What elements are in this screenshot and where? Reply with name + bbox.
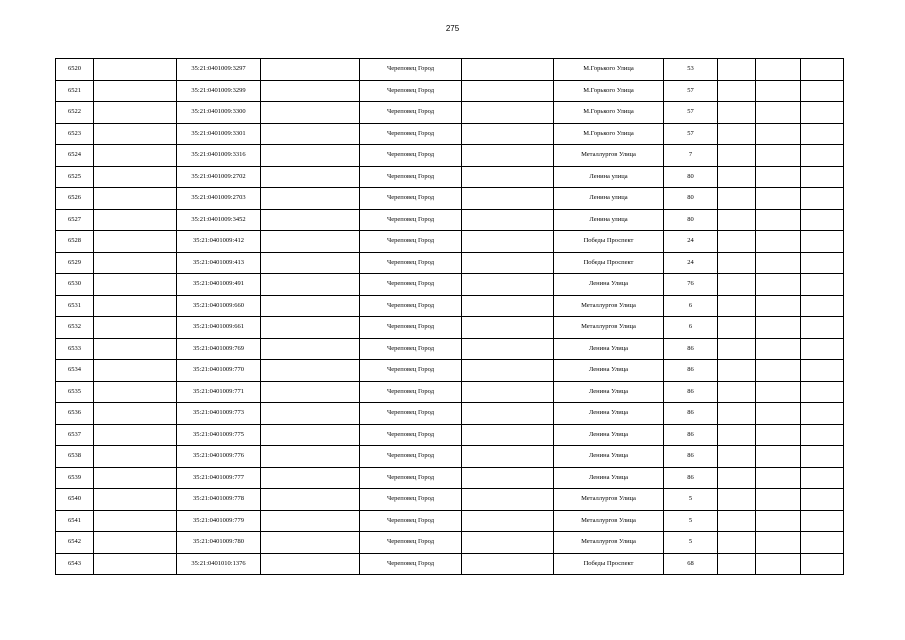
city-cell: Череповец Город [360,145,462,167]
cadastral-number-cell: 35:21:0401009:775 [177,424,261,446]
cadastral-number-cell: 35:21:0401009:491 [177,274,261,296]
street-cell: М.Горького Улица [554,80,664,102]
city-cell: Череповец Город [360,231,462,253]
empty-cell [94,231,177,253]
empty-cell [261,467,360,489]
house-number-cell: 24 [664,231,718,253]
street-cell: Металлургов Улица [554,489,664,511]
empty-cell [718,510,756,532]
city-cell: Череповец Город [360,338,462,360]
house-number-cell: 86 [664,424,718,446]
cadastral-number-cell: 35:21:0401009:3297 [177,59,261,81]
empty-cell [94,252,177,274]
empty-cell [261,59,360,81]
row-number-cell: 6530 [56,274,94,296]
row-number-cell: 6538 [56,446,94,468]
table-row [56,403,844,425]
empty-cell [261,553,360,575]
city-cell: Череповец Город [360,166,462,188]
table-row [56,338,844,360]
empty-cell [718,123,756,145]
house-number-cell: 53 [664,59,718,81]
cadastral-number-cell: 35:21:0401009:3301 [177,123,261,145]
cadastral-number-cell: 35:21:0401009:3299 [177,80,261,102]
empty-cell [718,532,756,554]
table-row [56,295,844,317]
house-number-cell: 6 [664,295,718,317]
street-cell: Ленина Улица [554,467,664,489]
registry-table-body [56,59,844,575]
house-number-cell: 57 [664,102,718,124]
empty-cell [462,145,554,167]
empty-cell [462,209,554,231]
empty-cell [801,188,844,210]
empty-cell [261,145,360,167]
cadastral-number-cell: 35:21:0401010:1376 [177,553,261,575]
row-number-cell: 6533 [56,338,94,360]
cadastral-number-cell: 35:21:0401009:2703 [177,188,261,210]
empty-cell [94,59,177,81]
city-cell: Череповец Город [360,295,462,317]
empty-cell [801,252,844,274]
table-row [56,252,844,274]
empty-cell [462,252,554,274]
house-number-cell: 24 [664,252,718,274]
table-row [56,123,844,145]
empty-cell [718,360,756,382]
empty-cell [462,360,554,382]
empty-cell [801,123,844,145]
table-row [56,209,844,231]
city-cell: Череповец Город [360,532,462,554]
row-number-cell: 6541 [56,510,94,532]
empty-cell [801,145,844,167]
empty-cell [801,80,844,102]
row-number-cell: 6532 [56,317,94,339]
table-row [56,360,844,382]
table-row [56,188,844,210]
empty-cell [756,102,801,124]
empty-cell [94,145,177,167]
row-number-cell: 6537 [56,424,94,446]
table-row [56,102,844,124]
empty-cell [261,123,360,145]
empty-cell [718,317,756,339]
table-row [56,510,844,532]
empty-cell [94,553,177,575]
empty-cell [261,532,360,554]
empty-cell [756,166,801,188]
empty-cell [261,403,360,425]
empty-cell [756,489,801,511]
empty-cell [462,59,554,81]
empty-cell [462,338,554,360]
empty-cell [801,424,844,446]
house-number-cell: 7 [664,145,718,167]
row-number-cell: 6528 [56,231,94,253]
city-cell: Череповец Город [360,381,462,403]
empty-cell [756,424,801,446]
house-number-cell: 5 [664,489,718,511]
empty-cell [261,295,360,317]
city-cell: Череповец Город [360,59,462,81]
row-number-cell: 6535 [56,381,94,403]
house-number-cell: 86 [664,338,718,360]
empty-cell [462,166,554,188]
table-row [56,381,844,403]
empty-cell [718,446,756,468]
empty-cell [94,166,177,188]
empty-cell [801,360,844,382]
empty-cell [756,209,801,231]
empty-cell [718,403,756,425]
empty-cell [801,446,844,468]
street-cell: Победы Проспект [554,553,664,575]
empty-cell [756,145,801,167]
registry-table [55,58,844,575]
empty-cell [94,295,177,317]
city-cell: Череповец Город [360,209,462,231]
city-cell: Череповец Город [360,553,462,575]
city-cell: Череповец Город [360,102,462,124]
street-cell: Ленина Улица [554,446,664,468]
empty-cell [94,532,177,554]
empty-cell [261,188,360,210]
street-cell: Металлургов Улица [554,317,664,339]
house-number-cell: 5 [664,532,718,554]
cadastral-number-cell: 35:21:0401009:3452 [177,209,261,231]
empty-cell [261,274,360,296]
row-number-cell: 6524 [56,145,94,167]
empty-cell [718,295,756,317]
empty-cell [462,553,554,575]
empty-cell [261,381,360,403]
cadastral-number-cell: 35:21:0401009:778 [177,489,261,511]
empty-cell [94,80,177,102]
empty-cell [462,510,554,532]
house-number-cell: 68 [664,553,718,575]
city-cell: Череповец Город [360,446,462,468]
empty-cell [756,295,801,317]
empty-cell [462,317,554,339]
empty-cell [756,317,801,339]
house-number-cell: 80 [664,188,718,210]
city-cell: Череповец Город [360,80,462,102]
empty-cell [801,274,844,296]
street-cell: Победы Проспект [554,252,664,274]
empty-cell [801,553,844,575]
empty-cell [261,102,360,124]
city-cell: Череповец Город [360,424,462,446]
empty-cell [756,532,801,554]
empty-cell [94,446,177,468]
empty-cell [261,231,360,253]
table-row [56,424,844,446]
table-row [56,59,844,81]
empty-cell [756,274,801,296]
empty-cell [756,553,801,575]
empty-cell [801,166,844,188]
city-cell: Череповец Город [360,489,462,511]
empty-cell [462,467,554,489]
cadastral-number-cell: 35:21:0401009:3300 [177,102,261,124]
empty-cell [718,381,756,403]
cadastral-number-cell: 35:21:0401009:661 [177,317,261,339]
street-cell: Ленина Улица [554,338,664,360]
empty-cell [261,338,360,360]
empty-cell [801,295,844,317]
empty-cell [462,403,554,425]
table-row [56,489,844,511]
city-cell: Череповец Город [360,467,462,489]
empty-cell [94,381,177,403]
empty-cell [462,424,554,446]
table-row [56,80,844,102]
empty-cell [261,166,360,188]
empty-cell [801,381,844,403]
empty-cell [756,188,801,210]
cadastral-number-cell: 35:21:0401009:413 [177,252,261,274]
empty-cell [718,59,756,81]
row-number-cell: 6525 [56,166,94,188]
empty-cell [94,317,177,339]
table-row [56,553,844,575]
empty-cell [94,360,177,382]
empty-cell [462,489,554,511]
row-number-cell: 6534 [56,360,94,382]
street-cell: Металлургов Улица [554,145,664,167]
row-number-cell: 6521 [56,80,94,102]
empty-cell [756,123,801,145]
street-cell: Ленина Улица [554,274,664,296]
empty-cell [801,102,844,124]
empty-cell [718,102,756,124]
row-number-cell: 6527 [56,209,94,231]
empty-cell [94,510,177,532]
row-number-cell: 6542 [56,532,94,554]
cadastral-number-cell: 35:21:0401009:780 [177,532,261,554]
street-cell: М.Горького Улица [554,59,664,81]
cadastral-number-cell: 35:21:0401009:770 [177,360,261,382]
empty-cell [261,252,360,274]
page-number: 275 [445,24,460,33]
empty-cell [718,145,756,167]
row-number-cell: 6536 [56,403,94,425]
street-cell: М.Горького Улица [554,123,664,145]
empty-cell [261,80,360,102]
empty-cell [756,381,801,403]
city-cell: Череповец Город [360,252,462,274]
empty-cell [94,424,177,446]
table-row [56,467,844,489]
table-row [56,532,844,554]
empty-cell [94,188,177,210]
street-cell: Металлургов Улица [554,510,664,532]
empty-cell [718,188,756,210]
empty-cell [718,489,756,511]
table-row [56,145,844,167]
house-number-cell: 86 [664,467,718,489]
empty-cell [94,274,177,296]
street-cell: Ленина улица [554,188,664,210]
empty-cell [756,446,801,468]
empty-cell [261,510,360,532]
city-cell: Череповец Город [360,510,462,532]
empty-cell [462,295,554,317]
empty-cell [462,231,554,253]
street-cell: Ленина Улица [554,403,664,425]
empty-cell [801,59,844,81]
empty-cell [801,489,844,511]
cadastral-number-cell: 35:21:0401009:776 [177,446,261,468]
house-number-cell: 6 [664,317,718,339]
empty-cell [718,252,756,274]
empty-cell [462,102,554,124]
cadastral-number-cell: 35:21:0401009:769 [177,338,261,360]
city-cell: Череповец Город [360,123,462,145]
empty-cell [801,338,844,360]
empty-cell [718,467,756,489]
house-number-cell: 80 [664,166,718,188]
empty-cell [261,489,360,511]
empty-cell [462,381,554,403]
row-number-cell: 6526 [56,188,94,210]
row-number-cell: 6529 [56,252,94,274]
house-number-cell: 86 [664,446,718,468]
empty-cell [261,360,360,382]
table-row [56,446,844,468]
empty-cell [801,510,844,532]
cadastral-number-cell: 35:21:0401009:2702 [177,166,261,188]
row-number-cell: 6520 [56,59,94,81]
house-number-cell: 5 [664,510,718,532]
empty-cell [94,102,177,124]
house-number-cell: 86 [664,360,718,382]
house-number-cell: 80 [664,209,718,231]
empty-cell [462,123,554,145]
empty-cell [756,360,801,382]
empty-cell [756,231,801,253]
cadastral-number-cell: 35:21:0401009:773 [177,403,261,425]
house-number-cell: 76 [664,274,718,296]
empty-cell [756,338,801,360]
empty-cell [756,403,801,425]
city-cell: Череповец Город [360,188,462,210]
empty-cell [94,338,177,360]
empty-cell [462,80,554,102]
empty-cell [718,553,756,575]
street-cell: Ленина улица [554,209,664,231]
empty-cell [462,188,554,210]
house-number-cell: 86 [664,381,718,403]
empty-cell [801,403,844,425]
house-number-cell: 57 [664,80,718,102]
table-row [56,166,844,188]
empty-cell [756,252,801,274]
street-cell: М.Горького Улица [554,102,664,124]
street-cell: Ленина улица [554,166,664,188]
table-row [56,274,844,296]
empty-cell [94,489,177,511]
house-number-cell: 86 [664,403,718,425]
street-cell: Победы Проспект [554,231,664,253]
table-row [56,231,844,253]
empty-cell [718,274,756,296]
city-cell: Череповец Город [360,274,462,296]
row-number-cell: 6531 [56,295,94,317]
empty-cell [462,446,554,468]
cadastral-number-cell: 35:21:0401009:771 [177,381,261,403]
street-cell: Металлургов Улица [554,532,664,554]
empty-cell [718,338,756,360]
empty-cell [462,532,554,554]
cadastral-number-cell: 35:21:0401009:412 [177,231,261,253]
empty-cell [462,274,554,296]
row-number-cell: 6540 [56,489,94,511]
house-number-cell: 57 [664,123,718,145]
empty-cell [756,59,801,81]
empty-cell [756,467,801,489]
empty-cell [718,80,756,102]
empty-cell [756,510,801,532]
empty-cell [801,317,844,339]
cadastral-number-cell: 35:21:0401009:779 [177,510,261,532]
empty-cell [801,231,844,253]
empty-cell [801,467,844,489]
street-cell: Ленина Улица [554,424,664,446]
street-cell: Ленина Улица [554,381,664,403]
row-number-cell: 6543 [56,553,94,575]
empty-cell [94,467,177,489]
row-number-cell: 6539 [56,467,94,489]
street-cell: Металлургов Улица [554,295,664,317]
city-cell: Череповец Город [360,403,462,425]
row-number-cell: 6522 [56,102,94,124]
empty-cell [756,80,801,102]
empty-cell [94,403,177,425]
city-cell: Череповец Город [360,317,462,339]
empty-cell [261,209,360,231]
empty-cell [261,317,360,339]
empty-cell [718,424,756,446]
empty-cell [94,209,177,231]
row-number-cell: 6523 [56,123,94,145]
empty-cell [718,166,756,188]
cadastral-number-cell: 35:21:0401009:777 [177,467,261,489]
empty-cell [94,123,177,145]
empty-cell [261,446,360,468]
cadastral-number-cell: 35:21:0401009:3316 [177,145,261,167]
street-cell: Ленина Улица [554,360,664,382]
empty-cell [718,231,756,253]
empty-cell [718,209,756,231]
table-row [56,317,844,339]
empty-cell [801,209,844,231]
cadastral-number-cell: 35:21:0401009:660 [177,295,261,317]
empty-cell [261,424,360,446]
empty-cell [801,532,844,554]
city-cell: Череповец Город [360,360,462,382]
